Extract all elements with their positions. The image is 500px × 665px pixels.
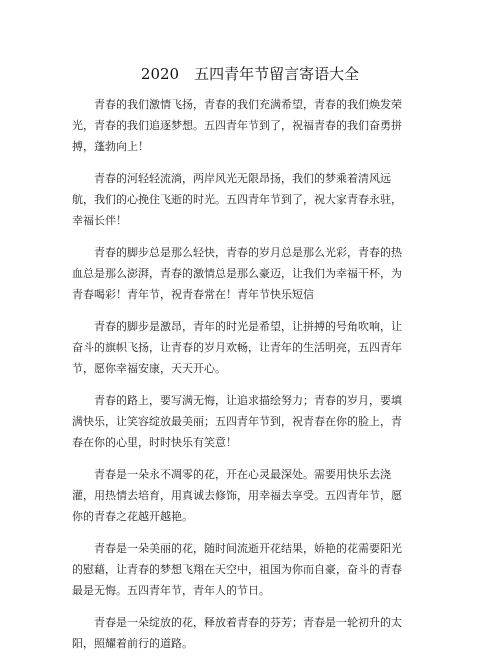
paragraph: 青春的我们激情飞扬，青春的我们充满希望，青春的我们焕发荣光，青春的我们追逐梦想。五四青年节到了，祝福青春的我们奋勇拼搏，蓬勃向上！ xyxy=(72,98,402,153)
paragraph: 青春的路上，要写满无悔，让追求描绘努力；青春的岁月，要填满快乐，让笑容绽放最美丽；五四青年节到，祝青春在你的脸上，青春在你的心里，时时快乐有笑意！ xyxy=(72,394,402,449)
paragraph: 青春是一朵美丽的花，随时间流逝开花结果，娇艳的花需要阳光的慰藉，让青春的梦想飞翔在天空中，祖国为你而自豪，奋斗的青春最是无悔。五四青年节，青年人的节日。 xyxy=(72,542,402,597)
paragraph-partial: 青春是一朵绽放的花，释放着青春的芬芳；青春是一轮初升的太阳，照耀着前行的道路。 xyxy=(72,616,402,650)
paragraph: 青春的河轻轻流淌，两岸风光无限昂扬，我们的梦乘着清风远航，我们的心挽住飞逝的时光。五四青年节到了，祝大家青春永驻，幸福长伴！ xyxy=(72,172,402,227)
paragraph: 青春的脚步是激昂，青年的时光是希望，让拼搏的号角吹响，让奋斗的旗帜飞扬，让青春的岁月欢畅，让青年的生活明亮，五四青年节，愿你幸福安康，天天开心。 xyxy=(72,320,402,375)
document-title: 2020 五四青年节留言寄语大全 xyxy=(140,65,360,83)
paragraph: 青春的脚步总是那么轻快，青春的岁月总是那么光彩，青春的热血总是那么澎湃，青春的激情总是那么豪迈，让我们为幸福干杯，为青春喝彩！青年节，祝青春常在！青年节快乐短信 xyxy=(72,246,402,301)
document-body xyxy=(72,94,412,665)
paragraph: 青春是一朵永不凋零的花，开在心灵最深处。需要用快乐去浇灌，用热情去培育，用真诚去修饰，用幸福去享受。五四青年节，愿你的青春之花越开越艳。 xyxy=(72,468,402,523)
